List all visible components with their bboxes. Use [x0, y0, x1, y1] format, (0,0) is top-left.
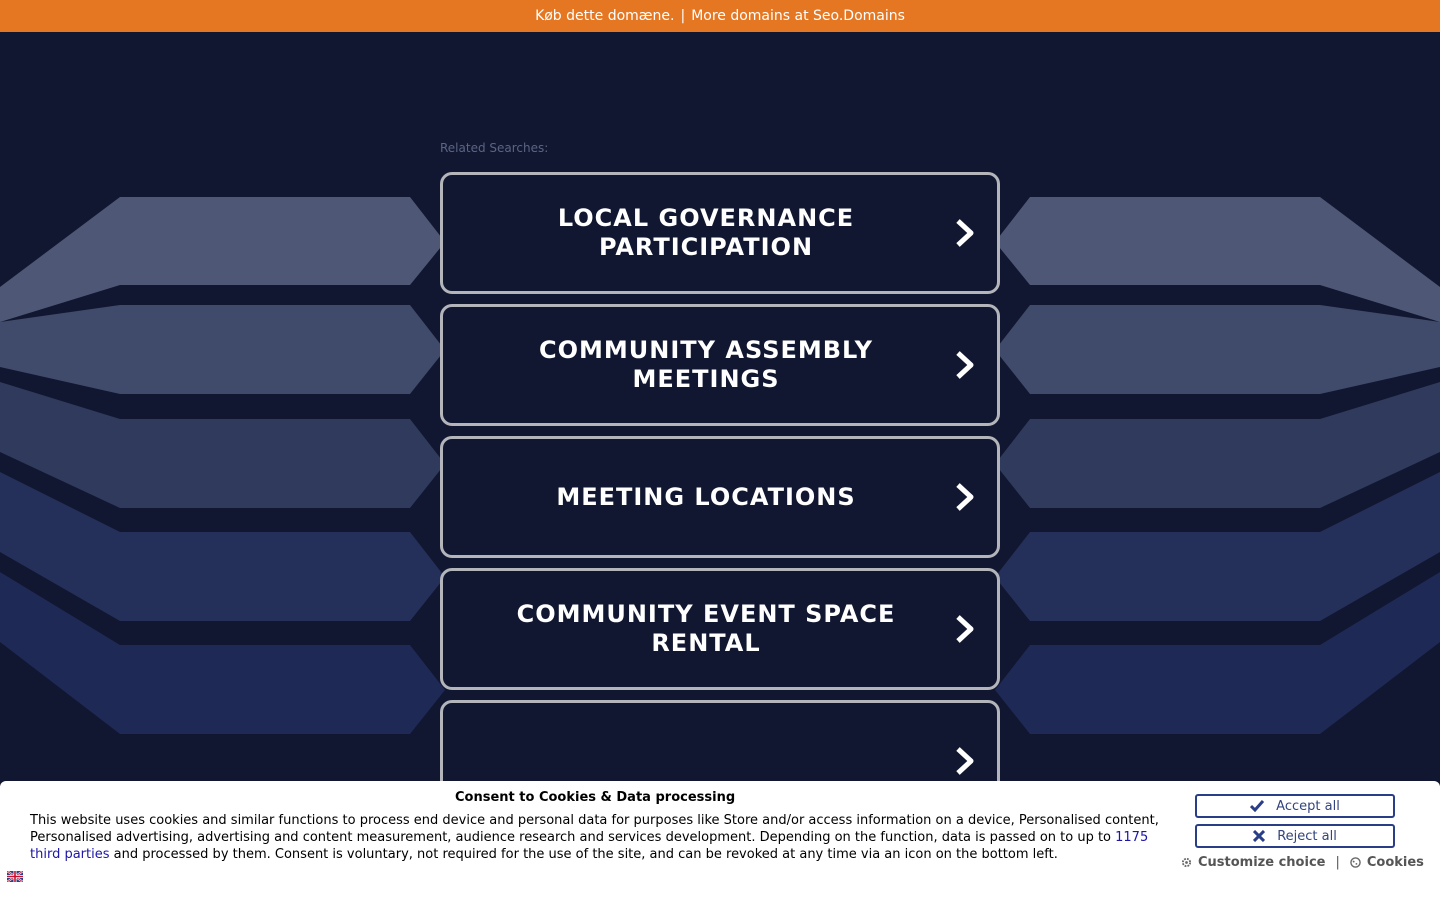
consent-title: Consent to Cookies & Data processing [455, 790, 736, 805]
related-searches-label: Related Searches: [440, 141, 549, 155]
reject-all-label: Reject all [1277, 828, 1337, 844]
links-separator: | [1335, 855, 1340, 870]
check-icon [1250, 800, 1264, 812]
search-link-2[interactable] [440, 304, 1000, 426]
search-link-3[interactable] [440, 436, 1000, 558]
chevron-right-icon [953, 746, 977, 776]
search-label: LOCAL GOVERNANCE PARTICIPATION [557, 204, 855, 261]
consent-text-before: This website uses cookies and similar functions to process end device and personal data for purposes like Store and/or access information on a device, Personalised content, Personalised advertising, advertising and content measurement, audience research and services development. Depending on the function, data is passed on to up to [30, 813, 1159, 845]
search-link-1[interactable] [440, 172, 1000, 294]
banner-separator: | [680, 8, 686, 24]
reject-all-button[interactable] [1195, 824, 1395, 848]
search-label: MEETING LOCATIONS [556, 482, 856, 511]
accept-all-button[interactable] [1195, 794, 1395, 818]
search-label: COMMUNITY ASSEMBLY MEETINGS [539, 336, 873, 393]
more-domains-link[interactable]: More domains at Seo.Domains [691, 8, 905, 24]
x-icon [1253, 830, 1265, 842]
cookies-link[interactable]: Cookies [1366, 855, 1424, 870]
consent-description [30, 812, 1165, 863]
chevron-right-icon [953, 350, 977, 380]
cookie-icon [1350, 857, 1361, 868]
domain-sale-banner[interactable] [0, 0, 1440, 32]
left-decoration [0, 197, 445, 734]
search-link-4[interactable] [440, 568, 1000, 690]
gear-icon [1181, 857, 1192, 868]
buy-domain-link[interactable]: Køb dette domæne. [535, 8, 675, 24]
chevron-right-icon [953, 218, 977, 248]
third-parties-link[interactable]: 1175 third parties [30, 830, 1149, 862]
consent-text-after: and processed by them. Consent is voluntary, not required for the use of the site, and can be revoked at any time via an icon on the bottom left. [109, 847, 1058, 862]
chevron-right-icon [953, 614, 977, 644]
chevron-right-icon [953, 482, 977, 512]
customize-choice-link[interactable]: Customize choice [1198, 855, 1326, 870]
cookie-consent-banner [0, 781, 1440, 900]
accept-all-label: Accept all [1276, 798, 1340, 814]
consent-links [1181, 855, 1424, 870]
search-label: COMMUNITY EVENT SPACE RENTAL [516, 600, 896, 657]
uk-flag-icon[interactable] [7, 871, 23, 882]
right-decoration [995, 197, 1440, 734]
